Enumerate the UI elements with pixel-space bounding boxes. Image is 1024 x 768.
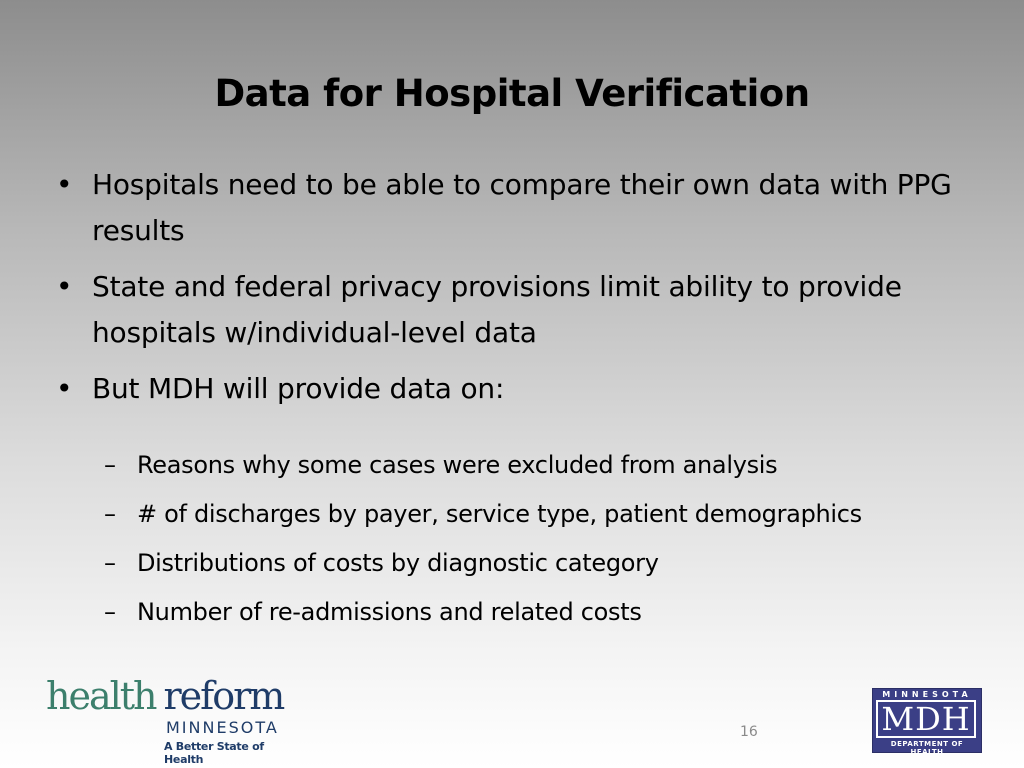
sub-bullet-text: Number of re-admissions and related costs <box>137 598 642 626</box>
sub-bullet-list <box>104 448 1004 644</box>
sub-bullet-item <box>104 546 1004 580</box>
bullet-dot: • <box>56 168 73 201</box>
sub-bullet-dash: – <box>104 500 116 528</box>
bullet-dot: • <box>56 372 73 405</box>
mdh-logo <box>872 688 982 756</box>
mdh-logo-main-text: MDH <box>876 700 976 738</box>
bullet-dot: • <box>56 270 73 303</box>
sub-bullet-item <box>104 448 1004 482</box>
bullet-item <box>56 366 976 412</box>
sub-bullet-item <box>104 595 1004 629</box>
bullet-item <box>56 162 976 254</box>
health-reform-logo <box>46 674 296 766</box>
logo-word-health: health <box>46 674 156 718</box>
sub-bullet-dash: – <box>104 451 116 479</box>
logo-state-name: MINNESOTA <box>166 718 279 737</box>
slide-number: 16 <box>740 724 758 740</box>
sub-bullet-dash: – <box>104 549 116 577</box>
logo-word-reform: reform <box>163 674 284 718</box>
health-reform-wordmark <box>46 676 283 716</box>
slide-title: Data for Hospital Verification <box>214 72 810 115</box>
bullet-text: Hospitals need to be able to compare their own data with PPG results <box>92 168 952 247</box>
sub-bullet-text: Distributions of costs by diagnostic category <box>137 549 659 577</box>
sub-bullet-text: # of discharges by payer, service type, patient demographics <box>137 500 862 528</box>
mdh-logo-bottom-text: DEPARTMENT OF HEALTH <box>890 740 964 756</box>
mdh-logo-top-text: MINNESOTA <box>882 690 972 699</box>
sub-bullet-item <box>104 497 1004 531</box>
bullet-text: State and federal privacy provisions limit ability to provide hospitals w/individual-level data <box>92 270 902 349</box>
sub-bullet-dash: – <box>104 598 116 626</box>
sub-bullet-text: Reasons why some cases were excluded from analysis <box>137 451 778 479</box>
bullet-text: But MDH will provide data on: <box>92 372 505 405</box>
bullet-item <box>56 264 976 356</box>
bullet-list <box>56 162 976 422</box>
logo-tagline: A Better State of Health <box>164 740 264 766</box>
